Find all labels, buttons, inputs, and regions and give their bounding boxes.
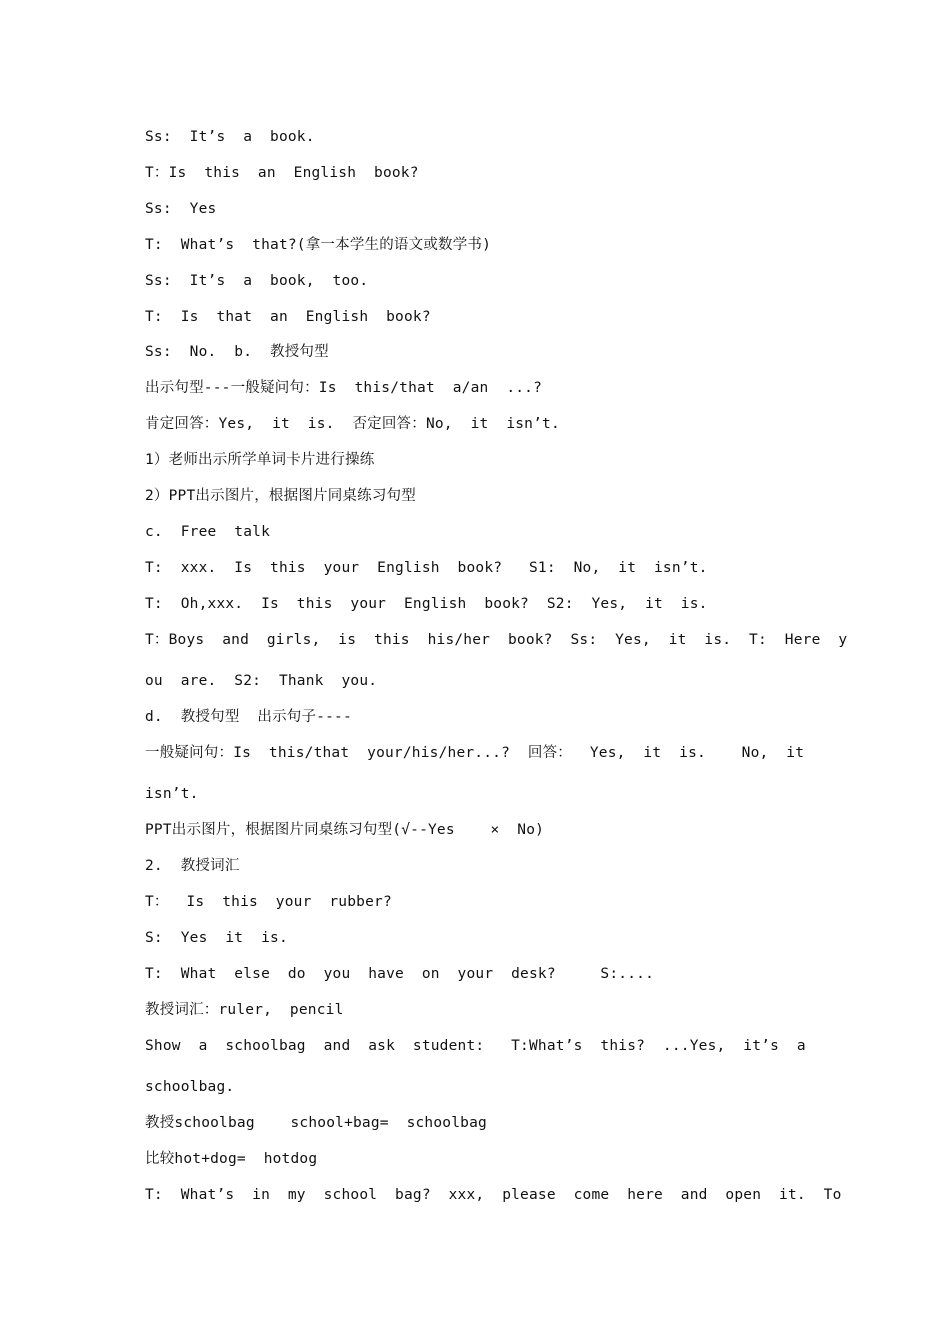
text-line: T： Is this your rubber? (145, 894, 392, 910)
text-line: 出示句型---一般疑问句：Is this/that a/an ...? (145, 380, 543, 396)
text-line: T：Boys and girls, is this his/her book? Ss: Yes, it is. T: Here y (145, 632, 848, 648)
text-line: d. 教授句型 出示句子---- (145, 709, 352, 725)
text-line: ou are. S2: Thank you. (145, 673, 378, 689)
text-line: T: Is that an English book? (145, 309, 431, 325)
text-line: 2. 教授词汇 (145, 858, 240, 874)
text-line: Ss: It’s a book. (145, 129, 315, 145)
text-line: 教授词汇：ruler, pencil (145, 1002, 344, 1018)
text-line: T: Oh,xxx. Is this your English book? S2: Yes, it is. (145, 596, 708, 612)
text-line: 1）老师出示所学单词卡片进行操练 (145, 452, 375, 468)
text-line: 比较hot+dog= hotdog (145, 1151, 318, 1167)
text-line: Ss: It’s a book, too. (145, 273, 369, 289)
text-line: c. Free talk (145, 524, 271, 540)
text-line: schoolbag. (145, 1079, 235, 1095)
text-line: T: xxx. Is this your English book? S1: No, it isn’t. (145, 560, 708, 576)
text-line: 2）PPT出示图片，根据图片同桌练习句型 (145, 488, 416, 504)
text-line: isn’t. (145, 786, 199, 802)
text-line: Ss: Yes (145, 201, 217, 217)
text-line: PPT出示图片，根据图片同桌练习句型(√--Yes × No) (145, 822, 545, 838)
text-line: S: Yes it is. (145, 930, 288, 946)
text-line: 教授schoolbag school+bag= schoolbag (145, 1115, 487, 1131)
text-line: Ss: No. b. 教授句型 (145, 344, 329, 360)
text-line: T：Is this an English book? (145, 165, 419, 181)
text-line: T: What’s in my school bag? xxx, please come here and open it. To (145, 1187, 842, 1203)
text-line: Show a schoolbag and ask student: T:What’s this? ...Yes, it’s a (145, 1038, 806, 1054)
text-line: T: What else do you have on your desk? S:.... (145, 966, 654, 982)
text-line: 肯定回答：Yes, it is. 否定回答：No, it isn’t. (145, 416, 560, 432)
text-line: T: What’s that?(拿一本学生的语文或数学书) (145, 237, 492, 253)
text-line: 一般疑问句：Is this/that your/his/her...? 回答： Yes, it is. No, it (145, 745, 805, 761)
